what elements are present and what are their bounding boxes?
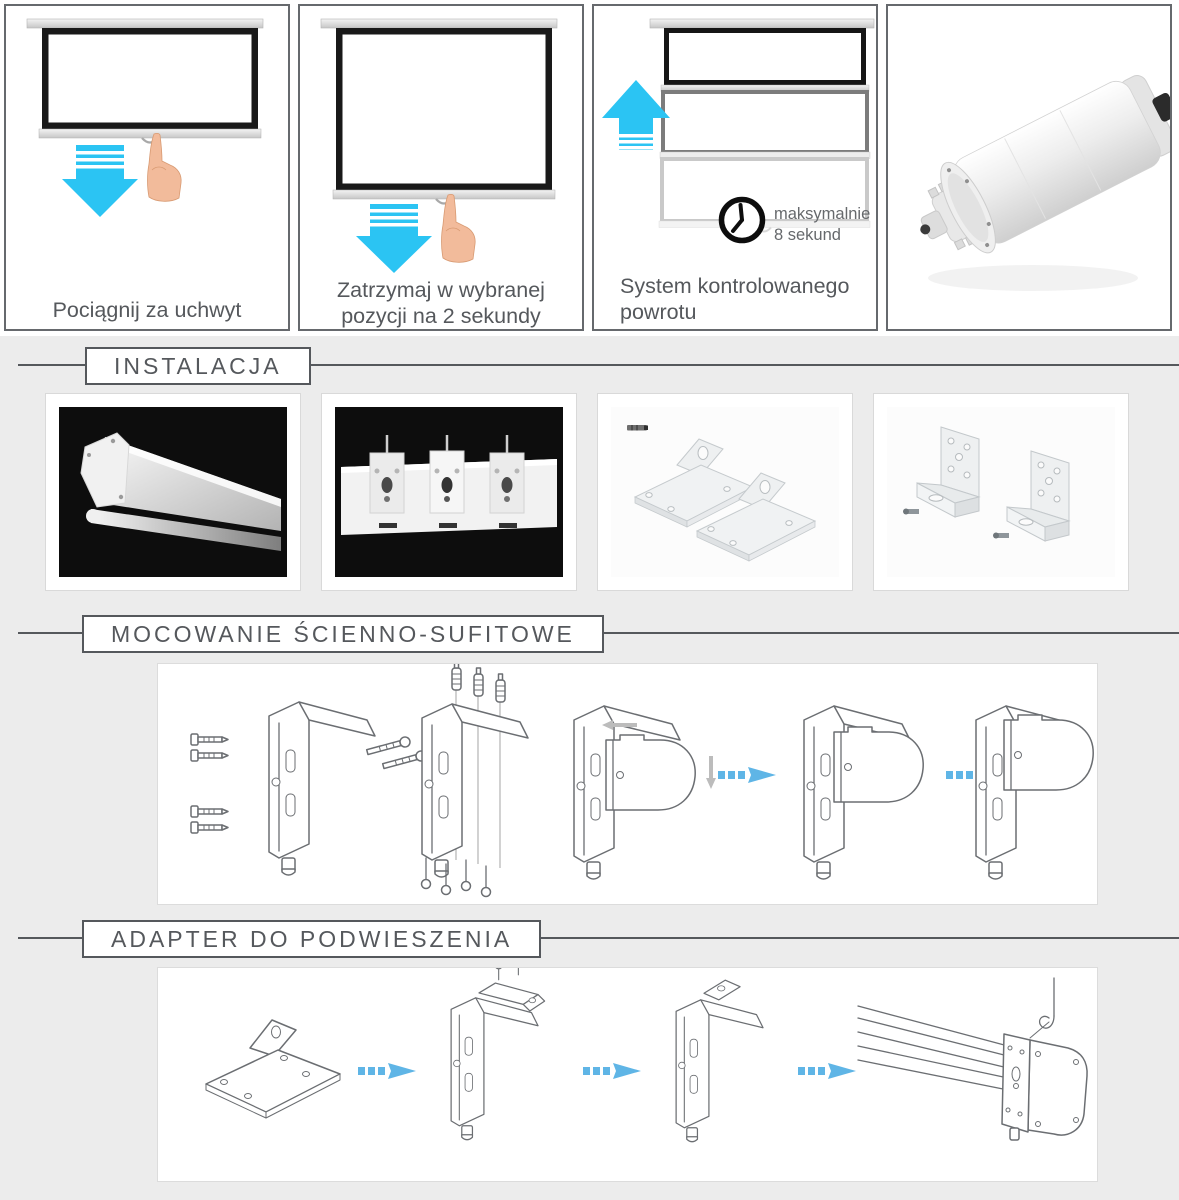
photo-card-casing: [45, 393, 301, 591]
expansion-pin: [627, 425, 648, 431]
screen-retract-sequence: [650, 19, 874, 232]
pointing-hand-icon: [442, 194, 476, 262]
usage-panel-controlled-return: [592, 4, 878, 331]
mount-step-casing-attached: [804, 706, 923, 879]
screen-graphic: [321, 19, 557, 204]
photo-card-angle-brackets: [873, 393, 1129, 591]
section-title-text: ADAPTER DO PODWIESZENIA: [111, 926, 513, 952]
mount-step-casing-locked: [976, 706, 1093, 879]
dashed-arrow-icon: [798, 1063, 856, 1079]
dashed-arrow-icon: [718, 767, 776, 783]
casing-photo: [59, 407, 287, 577]
clock-note: [774, 204, 894, 245]
adapter-step-mounted-plate: [451, 968, 544, 1140]
panel2-caption: Zatrzymaj w wybranej pozycji na 2 sekundy: [337, 278, 545, 329]
section-title-suspension-adapter: [82, 920, 541, 958]
photo-card-casing-brackets: [321, 393, 577, 591]
usage-panel-stop-position: [298, 4, 584, 331]
mount-steps-drawing: [158, 664, 1097, 904]
casing-brackets-photo: [335, 407, 563, 577]
clock-note-line2: 8 sekund: [774, 225, 841, 244]
adapter-step-plate: [206, 1020, 340, 1118]
section-title-installation: [85, 347, 311, 385]
dashed-arrow-icon: [358, 1063, 416, 1079]
mount-step-ceiling-screws: [422, 664, 529, 897]
flat-brackets-photo: [611, 407, 839, 577]
dashed-arrow-icon: [583, 1063, 641, 1079]
up-arrow-icon: [602, 80, 670, 150]
photo-card-flat-brackets: [597, 393, 853, 591]
pull-handle-graphic: [6, 6, 288, 329]
clock-icon: [722, 200, 763, 241]
mount-step-wall-screws: [191, 702, 427, 875]
adapter-steps-drawing: [158, 968, 1097, 1181]
pointing-hand-icon: [148, 133, 182, 201]
down-arrow-icon: [62, 145, 138, 217]
usage-panel-roller-mechanism: [886, 4, 1172, 331]
panel1-caption: Pociągnij za uchwyt: [52, 298, 242, 322]
down-arrow-icon: [356, 204, 432, 273]
section-title-wall-ceiling-mount: [82, 615, 604, 653]
section-title-text: INSTALACJA: [114, 353, 282, 379]
suspension-hook: [1040, 1016, 1054, 1028]
adapter-step-hook-tab: [676, 980, 763, 1142]
roller-mechanism-photo: [888, 6, 1170, 329]
mount-step-slide-casing: [574, 706, 716, 879]
mount-steps-panel: [157, 663, 1098, 905]
section-title-text: MOCOWANIE ŚCIENNO-SUFITOWE: [111, 621, 575, 647]
angle-brackets-photo: [887, 407, 1115, 577]
screen-graphic: [27, 19, 263, 143]
clock-note-line1: maksymalnie: [774, 205, 871, 223]
usage-panel-pull-handle: [4, 4, 290, 331]
gray-guide-arrow-icon: [706, 756, 716, 789]
panel3-caption: System kontrolowanego powrotu: [620, 274, 850, 325]
adapter-steps-panel: [157, 967, 1098, 1182]
adapter-step-suspended-casing: [858, 978, 1087, 1140]
